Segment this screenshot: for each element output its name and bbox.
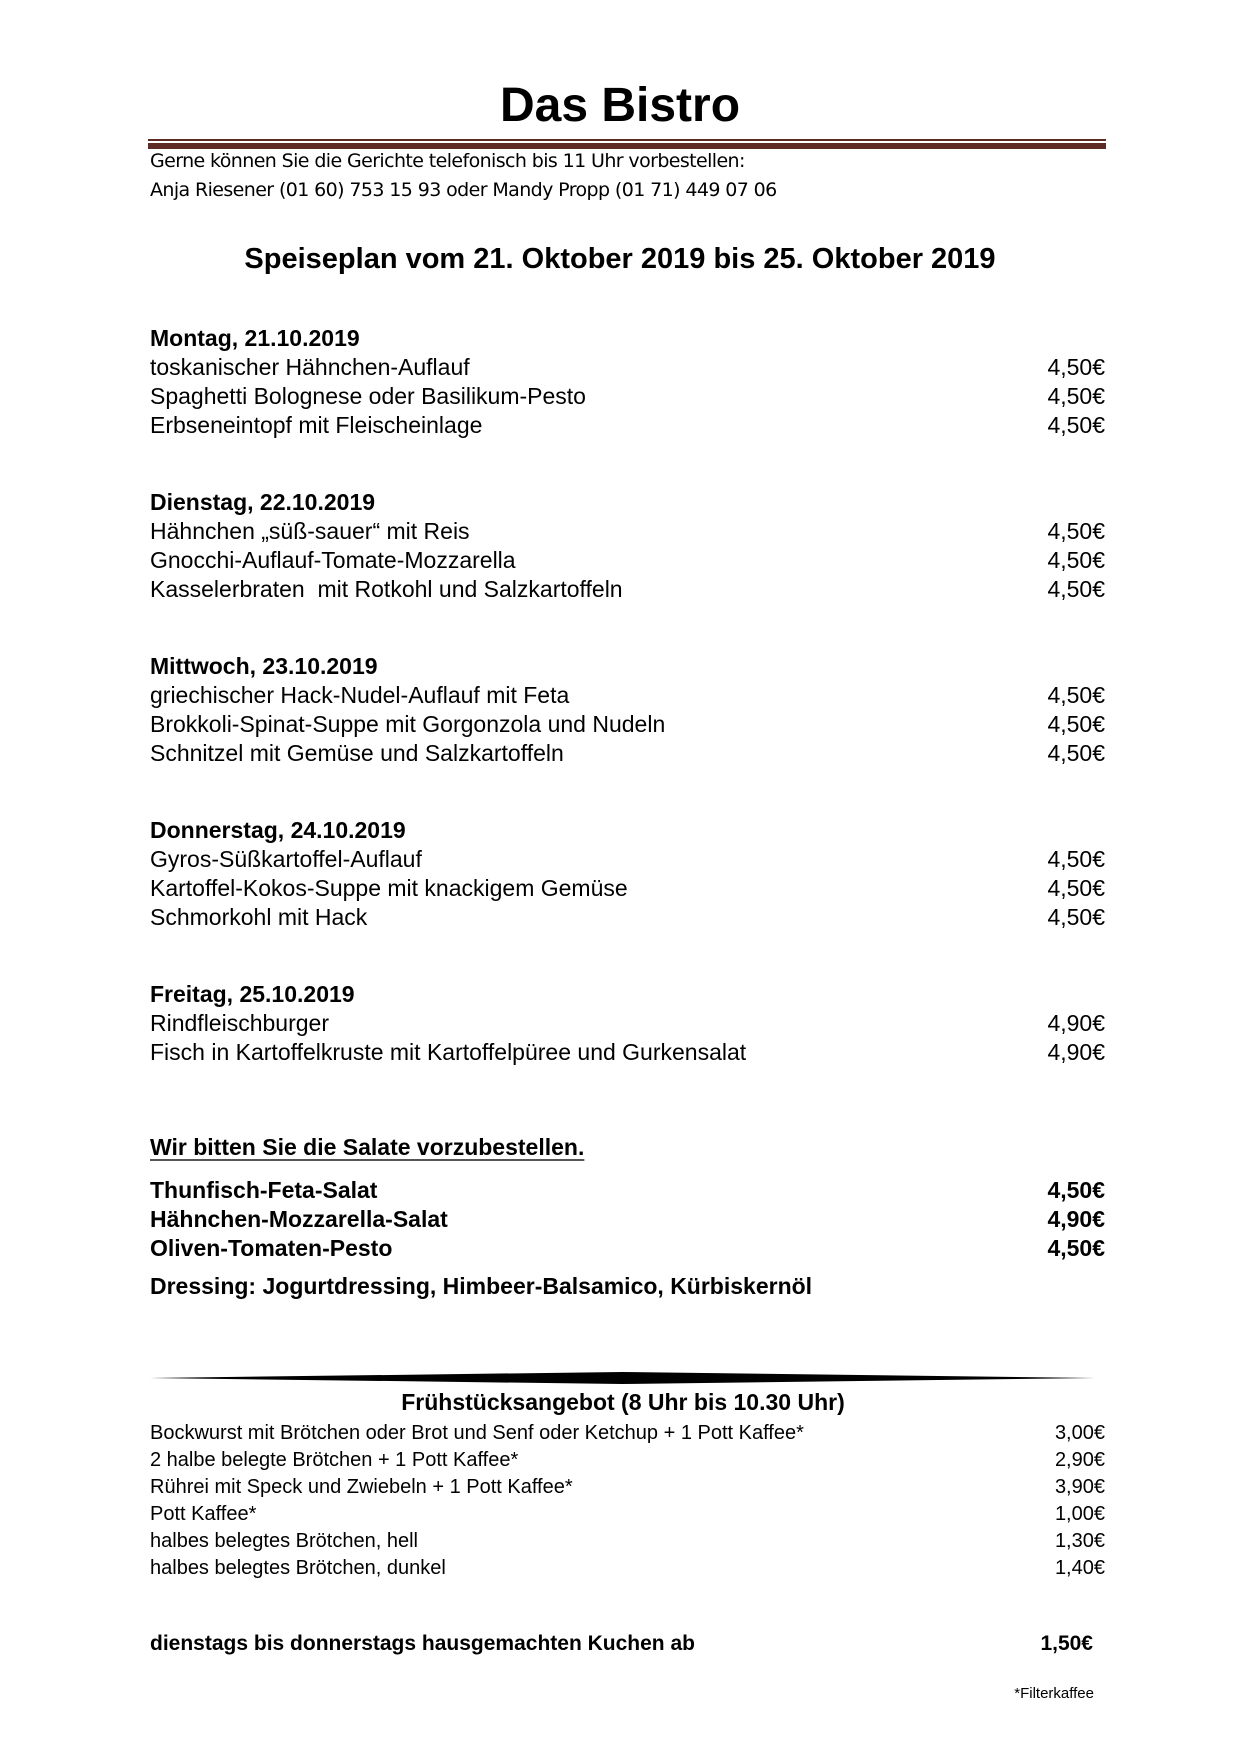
item-name: Schnitzel mit Gemüse und Salzkartoffeln bbox=[150, 740, 564, 766]
item-price: 3,90€ bbox=[1054, 1476, 1105, 1498]
item-name: Kartoffel-Kokos-Suppe mit knackigem Gemüse bbox=[150, 875, 628, 901]
menu-item bbox=[150, 1038, 1105, 1067]
item-name: Spaghetti Bolognese oder Basilikum-Pesto bbox=[150, 383, 586, 409]
menu-item bbox=[150, 739, 1105, 768]
cake-offer bbox=[150, 1630, 1093, 1658]
item-name: Thunfisch-Feta-Salat bbox=[150, 1177, 378, 1203]
item-price: 4,50€ bbox=[1047, 547, 1105, 573]
header-rule-thin bbox=[148, 139, 1106, 141]
item-name: Bockwurst mit Brötchen oder Brot und Senf oder Ketchup + 1 Pott Kaffee* bbox=[150, 1422, 804, 1444]
item-price: 4,50€ bbox=[1047, 354, 1105, 380]
item-name: Rindfleischburger bbox=[150, 1010, 329, 1036]
day-title: Mittwoch, 23.10.2019 bbox=[150, 653, 378, 679]
salad-item bbox=[150, 1205, 1105, 1234]
menu-item bbox=[150, 411, 1105, 440]
menu-heading: Speiseplan vom 21. Oktober 2019 bis 25. Oktober 2019 bbox=[244, 243, 996, 275]
item-name: Fisch in Kartoffelkruste mit Kartoffelpüree und Gurkensalat bbox=[150, 1039, 747, 1065]
day-title: Freitag, 25.10.2019 bbox=[150, 981, 355, 1007]
salad-item bbox=[150, 1234, 1105, 1263]
item-price: 4,50€ bbox=[1047, 904, 1105, 930]
item-price: 4,90€ bbox=[1047, 1010, 1105, 1036]
menu-item bbox=[150, 517, 1105, 546]
item-name: griechischer Hack-Nudel-Auflauf mit Feta bbox=[150, 682, 570, 708]
cake-text: dienstags bis donnerstags hausgemachten Kuchen ab bbox=[150, 1632, 695, 1655]
day-block-monday bbox=[150, 324, 1105, 440]
breakfast-item bbox=[150, 1528, 1105, 1555]
breakfast-item bbox=[150, 1501, 1105, 1528]
item-price: 4,50€ bbox=[1047, 846, 1105, 872]
item-name: Pott Kaffee* bbox=[150, 1503, 257, 1525]
item-name: Rührei mit Speck und Zwiebeln + 1 Pott Kaffee* bbox=[150, 1476, 573, 1498]
salad-item bbox=[150, 1176, 1105, 1205]
menu-item bbox=[150, 710, 1105, 739]
menu-item bbox=[150, 575, 1105, 604]
item-price: 4,50€ bbox=[1047, 1177, 1105, 1203]
day-block-friday bbox=[150, 980, 1105, 1067]
item-price: 4,50€ bbox=[1047, 412, 1105, 438]
breakfast-item bbox=[150, 1555, 1105, 1582]
item-name: Kasselerbraten mit Rotkohl und Salzkartoffeln bbox=[150, 576, 623, 602]
dressing-block bbox=[150, 1272, 1105, 1301]
item-price: 4,90€ bbox=[1047, 1206, 1105, 1232]
item-name: Schmorkohl mit Hack bbox=[150, 904, 368, 930]
salad-preorder-note: Wir bitten Sie die Salate vorzubestellen. bbox=[150, 1134, 585, 1160]
ornamental-divider bbox=[150, 1372, 1095, 1384]
item-price: 4,50€ bbox=[1047, 518, 1105, 544]
item-price: 4,50€ bbox=[1047, 1235, 1105, 1261]
item-name: Gyros-Süßkartoffel-Auflauf bbox=[150, 846, 422, 872]
item-price: 4,50€ bbox=[1047, 875, 1105, 901]
breakfast-list bbox=[150, 1420, 1105, 1582]
footnote: *Filterkaffee bbox=[1014, 1685, 1094, 1702]
day-block-thursday bbox=[150, 816, 1105, 932]
item-name: halbes belegtes Brötchen, dunkel bbox=[150, 1557, 446, 1579]
item-price: 4,50€ bbox=[1047, 383, 1105, 409]
day-title: Donnerstag, 24.10.2019 bbox=[150, 817, 406, 843]
item-name: Hähnchen-Mozzarella-Salat bbox=[150, 1206, 448, 1232]
salad-list bbox=[150, 1176, 1105, 1263]
order-info: Gerne können Sie die Gerichte telefonisch bis 11 Uhr vorbestellen: bbox=[150, 150, 745, 172]
item-price: 4,50€ bbox=[1047, 576, 1105, 602]
menu-item bbox=[150, 845, 1105, 874]
item-price: 1,30€ bbox=[1054, 1530, 1105, 1552]
restaurant-title: Das Bistro bbox=[499, 79, 741, 132]
day-title: Montag, 21.10.2019 bbox=[150, 325, 360, 351]
breakfast-item bbox=[150, 1447, 1105, 1474]
menu-item bbox=[150, 681, 1105, 710]
salad-note bbox=[150, 1133, 1105, 1162]
dressing-options: Dressing: Jogurtdressing, Himbeer-Balsamico, Kürbiskernöl bbox=[150, 1273, 813, 1299]
item-price: 1,00€ bbox=[1054, 1503, 1105, 1525]
item-price: 4,50€ bbox=[1047, 711, 1105, 737]
item-price: 2,90€ bbox=[1054, 1449, 1105, 1471]
item-name: 2 halbe belegte Brötchen + 1 Pott Kaffee* bbox=[150, 1449, 519, 1471]
item-price: 4,50€ bbox=[1047, 682, 1105, 708]
menu-item bbox=[150, 382, 1105, 411]
contact-phones: Anja Riesener (01 60) 753 15 93 oder Mandy Propp (01 71) 449 07 06 bbox=[150, 179, 777, 201]
item-price: 1,40€ bbox=[1054, 1557, 1105, 1579]
day-title: Dienstag, 22.10.2019 bbox=[150, 489, 376, 515]
item-price: 3,00€ bbox=[1054, 1422, 1105, 1444]
menu-item bbox=[150, 353, 1105, 382]
item-price: 4,90€ bbox=[1047, 1039, 1105, 1065]
item-name: halbes belegtes Brötchen, hell bbox=[150, 1530, 418, 1552]
breakfast-item bbox=[150, 1474, 1105, 1501]
cake-price: 1,50€ bbox=[1040, 1632, 1093, 1655]
item-name: Hähnchen „süß-sauer“ mit Reis bbox=[150, 518, 470, 544]
menu-item bbox=[150, 903, 1105, 932]
item-name: Brokkoli-Spinat-Suppe mit Gorgonzola und Nudeln bbox=[150, 711, 666, 737]
item-name: toskanischer Hähnchen-Auflauf bbox=[150, 354, 470, 380]
item-name: Erbseneintopf mit Fleischeinlage bbox=[150, 412, 483, 438]
menu-item bbox=[150, 1009, 1105, 1038]
menu-item bbox=[150, 546, 1105, 575]
item-price: 4,50€ bbox=[1047, 740, 1105, 766]
day-block-tuesday bbox=[150, 488, 1105, 604]
item-name: Oliven-Tomaten-Pesto bbox=[150, 1235, 393, 1261]
breakfast-item bbox=[150, 1420, 1105, 1447]
breakfast-heading: Frühstücksangebot (8 Uhr bis 10.30 Uhr) bbox=[401, 1389, 845, 1415]
day-block-wednesday bbox=[150, 652, 1105, 768]
menu-item bbox=[150, 874, 1105, 903]
item-name: Gnocchi-Auflauf-Tomate-Mozzarella bbox=[150, 547, 516, 573]
